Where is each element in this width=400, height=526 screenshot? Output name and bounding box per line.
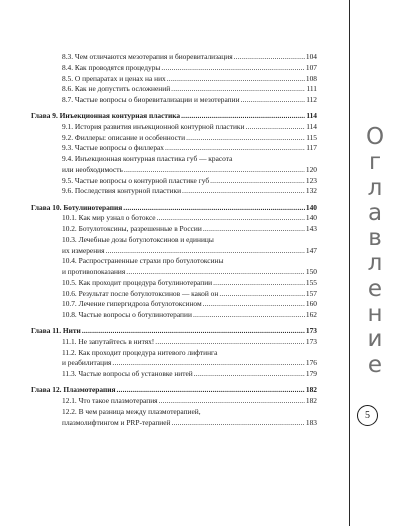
vertical-title-letter: л bbox=[367, 250, 383, 277]
toc-entry bbox=[31, 63, 317, 74]
toc-entry-continuation bbox=[31, 246, 317, 257]
leader-dots bbox=[165, 143, 305, 154]
toc-entry-continuation bbox=[31, 267, 317, 278]
toc-entry-page: 115 bbox=[306, 132, 317, 142]
vertical-title-letter: е bbox=[367, 275, 383, 302]
leader-dots bbox=[219, 289, 305, 300]
toc-entry-page: 183 bbox=[305, 417, 317, 427]
leader-dots bbox=[182, 186, 305, 197]
toc-entry-title: 8.4. Как проводятся процедуры bbox=[62, 62, 161, 72]
toc-entry bbox=[31, 407, 317, 418]
toc-entry-title-cont: и реабилитация bbox=[62, 358, 112, 368]
toc-entry-page: 112 bbox=[306, 95, 317, 104]
vertical-title-letter: и bbox=[367, 326, 383, 353]
toc-entry-title: 10.6. Результат после ботулотоксинов — какой он bbox=[62, 288, 219, 298]
vertical-title-letter: О bbox=[365, 124, 385, 150]
toc-entry bbox=[31, 52, 317, 63]
toc-entry-title: 10.7. Лечение гипергидроза ботулотоксином bbox=[62, 299, 202, 309]
toc-entry-page: 176 bbox=[305, 358, 317, 368]
toc-entry-page: 132 bbox=[305, 186, 317, 196]
toc-entry-continuation bbox=[31, 165, 317, 176]
toc-entry-page: 104 bbox=[305, 52, 317, 61]
toc-entry-title-cont: их измерения bbox=[62, 245, 105, 255]
leader-dots bbox=[194, 369, 305, 380]
toc-entry-page: 114 bbox=[306, 121, 317, 131]
leader-dots bbox=[234, 52, 305, 63]
toc-entry-title-cont: и противопоказания bbox=[62, 267, 126, 277]
leader-dots bbox=[106, 246, 305, 257]
table-of-contents bbox=[31, 52, 317, 428]
toc-chapter-title: Глава 10. Ботулинотерапия bbox=[31, 202, 123, 212]
toc-entry bbox=[31, 176, 317, 187]
toc-entry-page: 147 bbox=[305, 245, 317, 255]
toc-chapter-title: Глава 12. Плазмотерапия bbox=[31, 385, 116, 395]
toc-entry-title: 10.8. Частые вопросы о ботулинотерапии bbox=[62, 310, 192, 320]
leader-dots bbox=[116, 385, 304, 396]
leader-dots bbox=[155, 337, 305, 348]
toc-entry bbox=[31, 256, 317, 267]
leader-dots bbox=[161, 63, 305, 74]
toc-chapter-page: 182 bbox=[305, 385, 317, 395]
toc-entry-page: 182 bbox=[305, 396, 317, 406]
toc-entry bbox=[31, 154, 317, 165]
leader-dots bbox=[171, 84, 305, 95]
toc-chapter-title: Глава 9. Инъекционная контурная пластика bbox=[31, 111, 181, 121]
toc-entry-title: 12.2. В чем разница между плазмотерапией, bbox=[62, 406, 201, 416]
vertical-title-letter: в bbox=[368, 225, 382, 252]
toc-entry bbox=[31, 337, 317, 348]
toc-entry bbox=[31, 84, 317, 95]
toc-entry-page: 179 bbox=[305, 369, 317, 379]
toc-entry-title: 10.1. Как мир узнал о ботоксе bbox=[62, 213, 156, 223]
toc-entry bbox=[31, 396, 317, 407]
toc-entry-title: 12.1. Что такое плазмотерапия bbox=[62, 396, 158, 406]
toc-entry-page: 111 bbox=[306, 84, 317, 94]
toc-entry-title: 9.2. Филлеры: описание и особенности bbox=[62, 132, 186, 142]
toc-entry-page: 162 bbox=[305, 310, 317, 320]
toc-chapter-page: 140 bbox=[305, 202, 317, 212]
leader-dots bbox=[203, 224, 305, 235]
leader-dots bbox=[181, 111, 305, 122]
toc-entry-page: 117 bbox=[306, 143, 317, 153]
vertical-title-letter: а bbox=[367, 199, 383, 226]
toc-entry-page: 155 bbox=[305, 277, 317, 287]
leader-dots bbox=[167, 74, 305, 85]
toc-entry-title: 8.7. Частые вопросы о биоревитализации и мезотерапии bbox=[62, 95, 240, 104]
toc-entry-title: 11.2. Как проходит процедура нитевого лифтинга bbox=[62, 347, 218, 357]
toc-entry-title: 10.5. Как проходит процедура ботулинотерапии bbox=[62, 277, 213, 287]
toc-entry-continuation bbox=[31, 418, 317, 429]
toc-entry-title: 11.1. Не запутайтесь в нитях! bbox=[62, 336, 155, 346]
toc-entry bbox=[31, 143, 317, 154]
toc-entry-title: 10.2. Ботулотоксины, разрешенные в России bbox=[62, 224, 202, 234]
toc-chapter-page: 114 bbox=[306, 111, 317, 121]
toc-entry bbox=[31, 224, 317, 235]
toc-entry-title: 8.3. Чем отличаются мезотерапия и биоревитализация bbox=[62, 52, 233, 61]
vertical-section-title bbox=[350, 125, 400, 378]
toc-entry bbox=[31, 369, 317, 380]
toc-entry bbox=[31, 122, 317, 133]
leader-dots bbox=[203, 299, 305, 310]
toc-entry-title: 10.3. Лечебные дозы ботулотоксинов и единицы bbox=[62, 234, 214, 244]
toc-entry-continuation bbox=[31, 358, 317, 369]
toc-entry bbox=[31, 235, 317, 246]
toc-entry-title: 9.1. История развития инъекционной контурной пластики bbox=[62, 121, 245, 131]
leader-dots bbox=[159, 396, 305, 407]
page-number: 5 bbox=[357, 405, 378, 426]
leader-dots bbox=[112, 358, 304, 369]
leader-dots bbox=[82, 326, 305, 337]
toc-entry bbox=[31, 213, 317, 224]
toc-entry-page: 140 bbox=[305, 213, 317, 223]
toc-chapter bbox=[31, 385, 317, 396]
toc-entry-page: 173 bbox=[305, 336, 317, 346]
vertical-title-letter: н bbox=[367, 301, 383, 328]
toc-entry-title: 11.3. Частые вопросы об установке нитей bbox=[62, 369, 193, 379]
toc-entry bbox=[31, 74, 317, 85]
toc-chapter-page: 173 bbox=[305, 326, 317, 336]
leader-dots bbox=[186, 133, 305, 144]
toc-chapter-title: Глава 11. Нити bbox=[31, 326, 81, 336]
leader-dots bbox=[241, 95, 306, 106]
leader-dots bbox=[213, 278, 305, 289]
leader-dots bbox=[210, 176, 305, 187]
toc-entry bbox=[31, 186, 317, 197]
toc-entry bbox=[31, 95, 317, 106]
leader-dots bbox=[126, 267, 305, 278]
toc-entry bbox=[31, 278, 317, 289]
toc-entry bbox=[31, 299, 317, 310]
toc-entry-page: 160 bbox=[305, 299, 317, 309]
toc-entry-page: 150 bbox=[305, 267, 317, 277]
leader-dots bbox=[124, 165, 305, 176]
leader-dots bbox=[171, 418, 304, 429]
leader-dots bbox=[245, 122, 305, 133]
toc-entry-title: 8.5. О препаратах и ценах на них bbox=[62, 73, 166, 83]
toc-entry-page: 123 bbox=[305, 175, 317, 185]
toc-entry bbox=[31, 289, 317, 300]
toc-chapter bbox=[31, 203, 317, 214]
vertical-title-letter: е bbox=[367, 351, 383, 378]
toc-entry-title: 9.6. Последствия контурной пластики bbox=[62, 186, 182, 196]
toc-entry-page: 143 bbox=[305, 224, 317, 234]
leader-dots bbox=[123, 203, 305, 214]
toc-entry-title: 9.4. Инъекционная контурная пластика губ — красота bbox=[62, 154, 233, 164]
vertical-title-letter: л bbox=[367, 174, 383, 201]
toc-entry-title: 10.4. Распространенные страхи про ботулотоксины bbox=[62, 256, 224, 266]
toc-entry bbox=[31, 133, 317, 144]
toc-entry-page: 120 bbox=[305, 164, 317, 174]
vertical-title-letter: г bbox=[368, 149, 382, 176]
leader-dots bbox=[157, 213, 305, 224]
toc-entry-title-cont: или необходимость bbox=[62, 164, 123, 174]
toc-entry-title: 9.5. Частые вопросы о контурной пластике губ bbox=[62, 175, 210, 185]
toc-entry-page: 107 bbox=[305, 62, 317, 72]
leader-dots bbox=[193, 310, 305, 321]
toc-entry-title: 8.6. Как не допустить осложнений bbox=[62, 84, 171, 94]
toc-entry-page: 108 bbox=[305, 73, 317, 83]
toc-chapter bbox=[31, 111, 317, 122]
toc-entry bbox=[31, 310, 317, 321]
toc-entry-title-cont: плазмолифтингом и PRP-терапией bbox=[62, 417, 171, 427]
toc-entry-page: 157 bbox=[305, 288, 317, 298]
toc-chapter bbox=[31, 326, 317, 337]
toc-entry-title: 9.3. Частые вопросы о филлерах bbox=[62, 143, 164, 153]
toc-entry bbox=[31, 348, 317, 359]
